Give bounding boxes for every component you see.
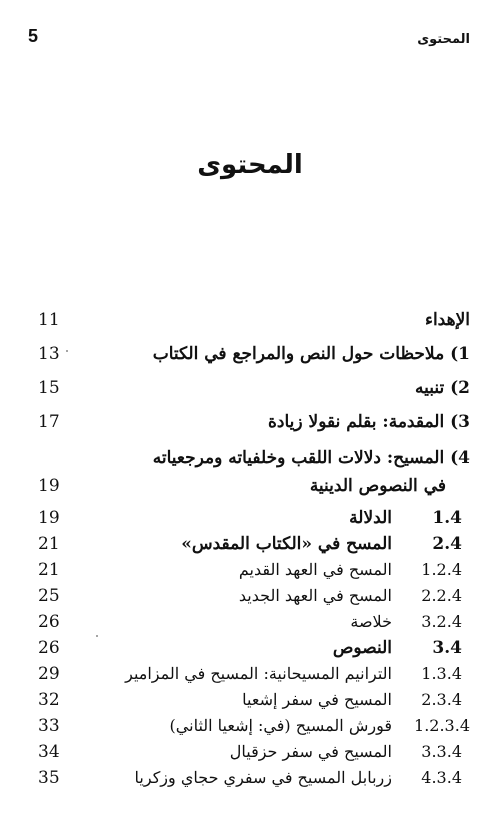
toc-entry-title: 1) ملاحظات حول النص والمراجع في الكتاب (152, 344, 470, 364)
toc-section-number: 2.2.4 (421, 586, 462, 605)
toc-entry-warning[interactable] (30, 378, 470, 408)
toc-section-number: 1.3.4 (421, 664, 462, 683)
toc-entry-title: زربابل المسيح في سفري حجاي وزكريا (134, 768, 392, 787)
toc-entry-title: 4) المسيح: دلالات اللقب وخلفياته ومرجعياته (152, 448, 470, 468)
toc-page-number: 13 (38, 344, 60, 364)
toc-section-number: 3.3.4 (421, 742, 462, 761)
toc-page-number: 26 (38, 612, 60, 632)
toc-entry-title: المسح في «الكتاب المقدس» (181, 534, 392, 554)
toc-section-number: 2.3.4 (421, 690, 462, 709)
toc-entry-title: الإهداء (424, 310, 470, 330)
toc-entry-title: المسيح في سفر حزقيال (229, 742, 392, 761)
scan-speck (96, 635, 98, 637)
toc-page-number: 11 (38, 310, 60, 330)
toc-section-number: 3.2.4 (421, 612, 462, 631)
toc-entry-title: قورش المسيح (في: إشعيا الثاني) (169, 716, 392, 735)
toc-page-number: 26 (38, 638, 60, 658)
toc-entry-title: الدلالة (349, 508, 392, 528)
toc-page-number: 21 (38, 560, 60, 580)
toc-page-number: 29 (38, 664, 60, 684)
toc-section-number: 1.2.4 (421, 560, 462, 579)
toc-section-number: 3.4 (432, 638, 462, 658)
toc-entry-notes[interactable] (30, 344, 470, 374)
scan-speck (66, 350, 68, 352)
toc-page-number: 15 (38, 378, 60, 398)
toc-entry-title: المسح في العهد الجديد (238, 586, 392, 605)
toc-entry-title: النصوص (332, 638, 392, 658)
toc-entry-title: المسيح في سفر إشعيا (242, 690, 392, 709)
toc-section-number: 2.4 (432, 534, 462, 554)
toc-entry-title: الترانيم المسيحانية: المسيح في المزامير (125, 664, 392, 683)
toc-entry-4-3-4[interactable] (30, 768, 470, 798)
toc-section-number: 1.4 (432, 508, 462, 528)
toc-page-number: 33 (38, 716, 60, 736)
toc-page-number: 19 (38, 508, 60, 528)
toc-section-number: 1.2.3.4 (414, 716, 470, 735)
toc-entry-messiah[interactable] (30, 448, 470, 508)
toc-page-number: 34 (38, 742, 60, 762)
toc-page-number: 17 (38, 412, 60, 432)
toc-page-number: 32 (38, 690, 60, 710)
toc-entry-dedication[interactable] (30, 310, 470, 340)
page-title: المحتوى (197, 150, 303, 180)
toc-entry-title: 3) المقدمة: بقلم نقولا زيادة (268, 412, 470, 432)
toc-page-number: 25 (38, 586, 60, 606)
toc-entry-introduction[interactable] (30, 412, 470, 442)
toc-section-number: 4.3.4 (421, 768, 462, 787)
toc-entry-title: خلاصة (350, 612, 392, 631)
toc-entry-title: المسح في العهد القديم (238, 560, 392, 579)
running-header: المحتوى (417, 32, 470, 47)
toc-page-number: 19 (38, 476, 60, 496)
page-number: 5 (28, 26, 39, 46)
toc-page-number: 35 (38, 768, 60, 788)
toc-entry-title-continued: في النصوص الدينية (309, 476, 446, 496)
toc-entry-title: 2) تنبيه (414, 378, 470, 398)
toc-page-number: 21 (38, 534, 60, 554)
